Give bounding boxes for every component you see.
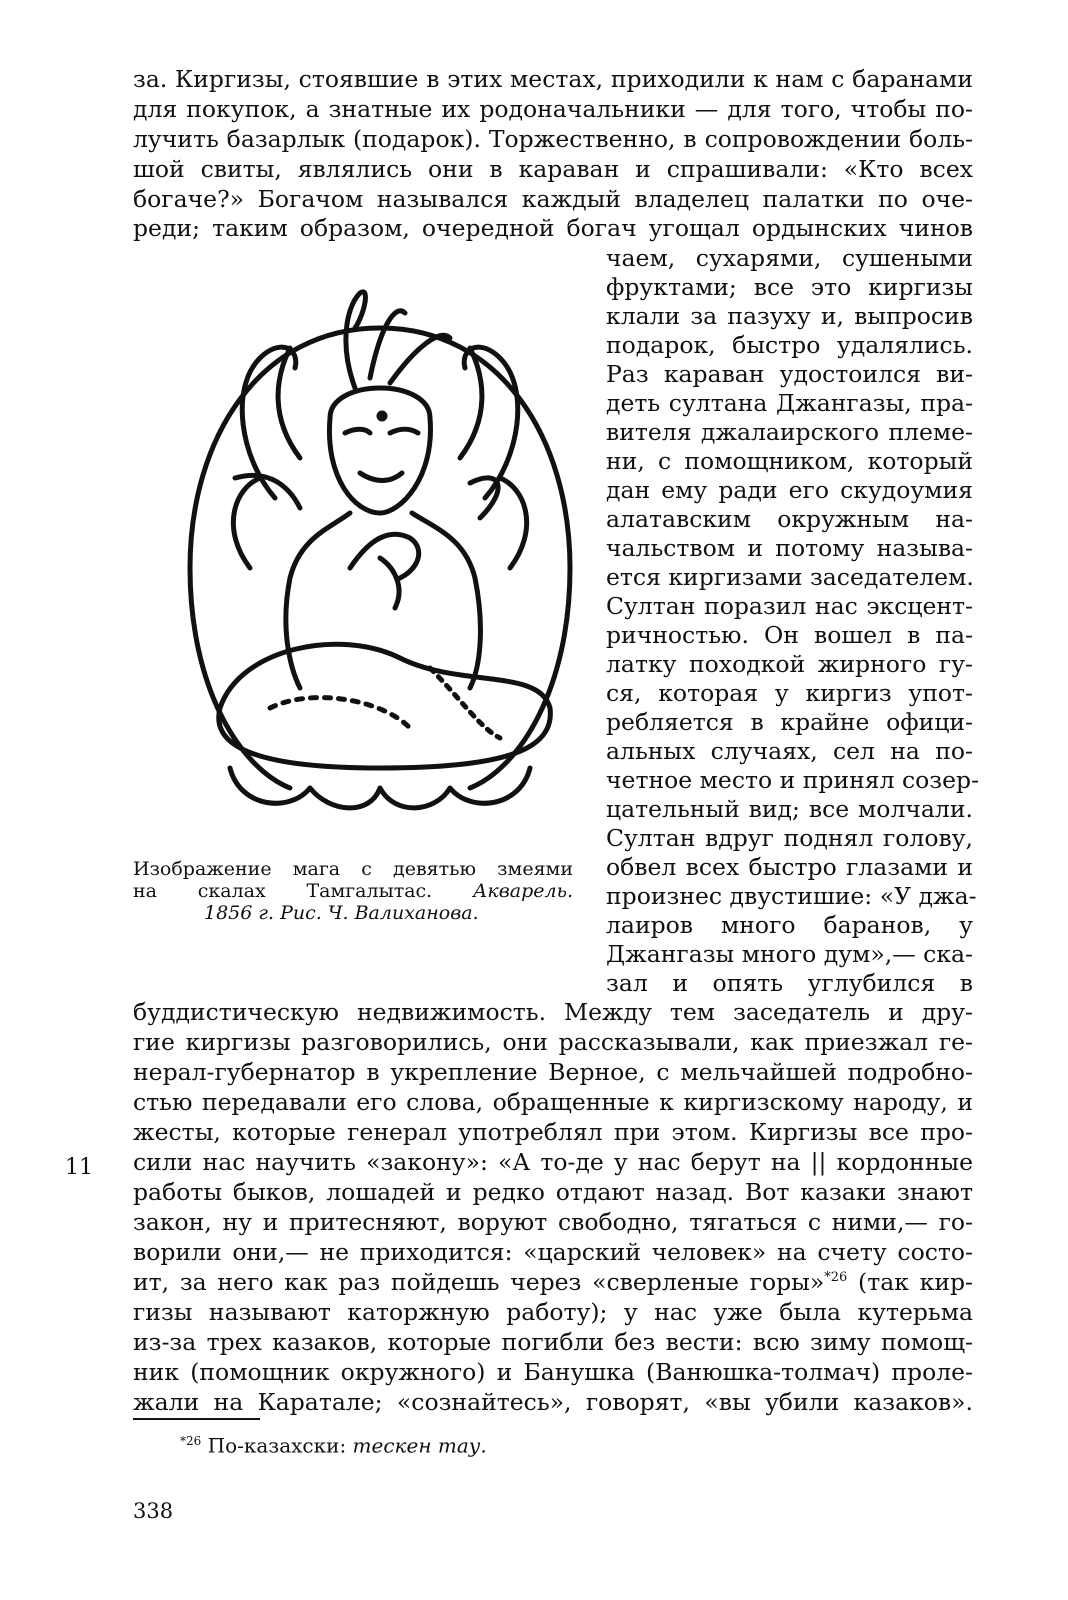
- text-line: для покупок, а знатные их родоначальники — для того, чтобы по-: [133, 95, 973, 123]
- figure-caption-line: [133, 880, 573, 902]
- text-line: обвел всех быстро глазами и: [606, 853, 973, 881]
- text-line: богаче?» Богачом назывался каждый владелец палатки по оче-: [133, 185, 973, 213]
- text-line: гие киргизы разговорились, они рассказывали, как приезжал ге-: [133, 1028, 973, 1056]
- text-line: цательный вид; все молчали.: [606, 795, 973, 823]
- text-line: нерал-губернатор в укрепление Верное, с мельчайшей подробно-: [133, 1058, 973, 1086]
- footnote-divider: [133, 1418, 260, 1420]
- page-number: 338: [133, 1499, 174, 1523]
- text-line: ребляется в крайне офици-: [606, 708, 973, 736]
- text-line: [133, 1267, 973, 1298]
- text-line: зал и опять углубился в: [606, 969, 973, 997]
- text-line: из-за трех казаков, которые погибли без вести: всю зиму помощ-: [133, 1328, 973, 1356]
- text-line: ется киргизами заседателем.: [606, 563, 974, 591]
- text-line: произнес двустишие: «У джа-: [606, 882, 977, 910]
- footnote-marker: *26: [180, 1434, 202, 1448]
- text-line: ни, с помощником, который: [606, 447, 973, 475]
- text-line: латку походкой жирного гу-: [606, 650, 973, 678]
- footnote: [180, 1428, 487, 1459]
- text-line: чальством и потому называ-: [606, 534, 973, 562]
- text-line: ник (помощник окружного) и Банушка (Ванюшка-толмач) проле-: [133, 1358, 973, 1386]
- text-line: подарок, быстро удалялись.: [606, 331, 973, 359]
- text-line: Джангазы много дум»,— ска-: [606, 940, 973, 968]
- footnote-text: По-казахски:: [201, 1433, 353, 1458]
- text-line: дан ему ради его скудоумия: [606, 476, 973, 504]
- text-segment: ит, за него как раз пойдешь через «сверленые горы»: [133, 1268, 825, 1296]
- text-line: сили нас научить «закону»: «А то-де у нас берут на || кордонные: [133, 1148, 973, 1176]
- text-line: стью передавали его слова, обращенные к киргизскому народу, и: [133, 1088, 973, 1116]
- footnote-term: тескен тау.: [352, 1433, 487, 1458]
- text-line: жали на Каратале; «сознайтесь», говорят, «вы убили казаков».: [133, 1388, 973, 1416]
- margin-page-marker: 11: [65, 1155, 93, 1180]
- text-line: клали за пазуху и, выпросив: [606, 302, 973, 330]
- text-line: работы быков, лошадей и редко отдают назад. Вот казаки знают: [133, 1178, 973, 1206]
- text-line: деть султана Джангазы, пра-: [606, 389, 973, 417]
- text-line: Султан вдруг поднял голову,: [606, 824, 973, 852]
- text-line: чаем, сухарями, сушеными: [606, 244, 973, 272]
- figure-caption-line: 1856 г. Рис. Ч. Валиханова.: [204, 902, 479, 924]
- text-line: реди; таким образом, очередной богач угощал ордынских чинов: [133, 214, 973, 242]
- text-line: ричностью. Он вошел в па-: [606, 621, 973, 649]
- text-line: ворили они,— не приходится: «царский человек» на счету состо-: [133, 1238, 973, 1266]
- text-segment: (так кир-: [847, 1268, 973, 1296]
- text-line: вителя джалаирского племе-: [606, 418, 973, 446]
- text-line: гизы называют каторжную работу); у нас уже была кутерьма: [133, 1298, 973, 1326]
- figure-caption-line: Изображение мага с девятью змеями: [133, 858, 573, 880]
- text-line: Раз караван удостоился ви-: [606, 360, 973, 388]
- text-line: фруктами; все это киргизы: [606, 273, 973, 301]
- caption-text: на скалах Тамгалытас.: [133, 880, 433, 902]
- text-line: буддистическую недвижимость. Между тем заседатель и дру-: [133, 998, 973, 1026]
- text-line: ся, которая у киргиз упот-: [606, 679, 973, 707]
- text-line: жесты, которые генерал употреблял при этом. Киргизы все про-: [133, 1118, 973, 1146]
- text-line: Султан поразил нас эксцент-: [606, 592, 973, 620]
- text-line: закон, ну и притесняют, воруют свободно, тягаться с ними,— го-: [133, 1208, 973, 1236]
- footnote-reference[interactable]: *26: [824, 1270, 848, 1286]
- text-line: альных случаях, сел на по-: [606, 737, 973, 765]
- text-line: лучить базарлык (подарок). Торжественно, в сопровождении боль-: [133, 125, 973, 153]
- mage-with-nine-serpents-illustration: [180, 268, 580, 828]
- caption-text-italic: Акварель.: [472, 880, 573, 902]
- text-line: шой свиты, являлись они в караван и спрашивали: «Кто всех: [133, 155, 973, 183]
- text-line: четное место и принял созер-: [606, 766, 980, 794]
- text-line: за. Киргизы, стоявшие в этих местах, приходили к нам с баранами: [133, 65, 973, 93]
- text-line: алатавским окружным на-: [606, 505, 973, 533]
- text-line: лаиров много баранов, у: [606, 911, 973, 939]
